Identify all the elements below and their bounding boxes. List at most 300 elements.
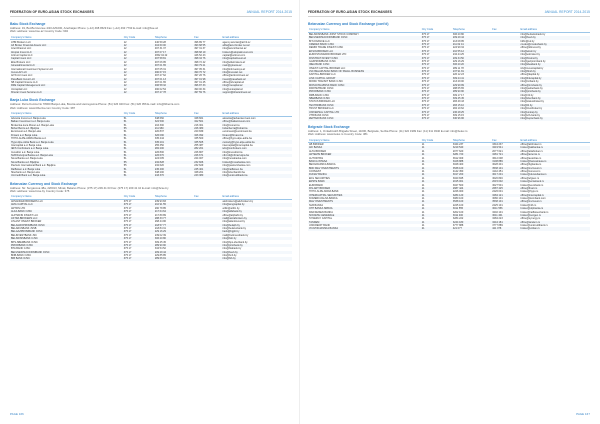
table-cell: main@ginesia.az <box>221 64 292 67</box>
table-cell: Capital Invest LLC <box>10 57 123 60</box>
table-cell: 322 501 <box>193 120 221 123</box>
table-cell: EFG SECURITIES <box>309 176 330 180</box>
table-body <box>10 40 292 95</box>
table-cell: 12 <box>123 74 127 78</box>
table-cell: NLB Razvojna Banka a.d. Banja Luka <box>10 154 123 157</box>
table-cell: 12 <box>123 91 154 94</box>
table-cell: office@tandem.rs <box>519 221 590 224</box>
table-cell: euroinvest@euroinvest.ba <box>222 130 252 134</box>
section-title: Belarusian Currency and Stock Exchange <box>10 181 78 186</box>
table-cell: 490 67 15 <box>154 71 193 74</box>
table-cell: 375 17 <box>421 80 430 84</box>
table-cell: 11 <box>421 176 425 180</box>
table-cell: AB BROKER <box>309 143 324 147</box>
table-cell: ALPHAFIN INVEST LLC <box>11 213 39 217</box>
table-cell: AMG CAPITAL LLC <box>10 203 123 206</box>
table-cell: 12 <box>123 67 127 71</box>
table-cell: 11 <box>421 190 425 194</box>
table-cell: office@artemis.rs <box>519 153 590 156</box>
column-header: Email address <box>221 195 292 199</box>
table-cell: 289 66 91 <box>154 257 193 260</box>
table-cell: 11 <box>421 163 425 167</box>
table-cell: 335 444 <box>154 137 164 141</box>
table-cell: 3027 501 <box>492 183 503 187</box>
table-cell: 211 960 <box>154 127 193 130</box>
table-cell: 220 839 <box>194 130 204 134</box>
table-cell: 239 93 83 <box>154 200 166 204</box>
table-cell: 375 17 <box>123 247 132 251</box>
table-cell: PRIORBANK OJSC <box>10 244 123 247</box>
table-cell: 375 17 <box>421 53 430 57</box>
table-cell: 375 17 <box>123 230 154 233</box>
section-address-line: Address: 1, Omladinskih Brigada Street, 11000, Belgrade, Serbia Phone: (11) 322 1999 Fax: (11) 311 0340 E-mail: info@belex.rs <box>308 128 468 133</box>
table-cell: office@arttroniinvest.az <box>222 74 249 78</box>
table-cell: 375 17 <box>421 36 452 39</box>
table-cell: 217 89 89 <box>154 213 166 217</box>
table-cell: SOCIETE GENERALE <box>308 214 421 217</box>
table-cell: info@zepterbank.by <box>519 117 590 120</box>
table-cell: info@sberbankbl.ba <box>222 170 245 174</box>
table-cell: 55 <box>123 164 127 168</box>
table-cell: info@bveb.by <box>519 36 590 39</box>
table-cell: 232 620 <box>154 164 164 168</box>
table-cell: 3284 121 <box>491 194 519 197</box>
table-cell: broker@aikbanka.rs <box>519 146 590 149</box>
table-cell: info@btabank.by <box>222 247 242 251</box>
table-cell: 348 660 <box>154 116 164 120</box>
column-header: City Code <box>123 195 154 199</box>
table-cell: DUNAV BANKA <box>308 173 421 176</box>
table-cell: BELINVESTBANK JSC <box>11 233 37 237</box>
table-cell: 306 20 80 <box>452 32 464 36</box>
left-sections <box>10 22 292 261</box>
table-cell: 2225 101 <box>492 203 503 207</box>
table-cell: office@mmbank.by <box>519 83 590 86</box>
table-cell: Bobar Berza a.d. Bijeljina <box>10 127 123 130</box>
section-address-line: Web: Address: www.blberza.com Country Code: 387 <box>10 105 76 110</box>
table-cell: 2077 621 <box>492 149 503 153</box>
table-cell: 440 59 28 <box>154 40 166 44</box>
table-row <box>10 174 292 177</box>
table-cell: icb@investcapital.by <box>520 66 544 70</box>
table-cell: ATBI Brokers LLC <box>11 40 31 44</box>
table-cell: info@novabanka.com <box>222 157 247 161</box>
table-cell: info@belswissbank.by <box>520 32 546 36</box>
table-cell: HYPO-ALPE-ADRIA Banka a.d. <box>11 137 47 141</box>
table-cell: 3219 541 <box>491 146 519 149</box>
table-cell: 51 <box>123 154 154 157</box>
table-cell: info@elitebrokers.az <box>222 60 246 64</box>
table-cell: 218 84 31 <box>154 227 166 231</box>
member-table <box>308 28 590 121</box>
table-cell: BPS-SBERBANK OJSC <box>11 240 38 244</box>
table-cell: 496 58 32 <box>154 84 193 87</box>
table-cell: 11 <box>421 183 425 187</box>
exchange-section <box>308 125 590 231</box>
table-cell: office@hypo-alpe-adria.ba <box>222 137 252 141</box>
table-cell: TRUST BROKER LLC <box>309 107 334 111</box>
table-cell: STATUS BROKER LLC <box>309 100 336 104</box>
table-cell: info@priorbank.by <box>221 244 292 247</box>
member-table <box>10 112 292 178</box>
table-cell: 289 90 90 <box>452 90 491 93</box>
table-cell: 375 17 <box>123 227 132 231</box>
table-cell: 375 17 <box>421 83 452 86</box>
table-cell: 220 837 <box>154 130 164 134</box>
table-cell: OTP BANKA SRBIJA <box>308 207 421 210</box>
table-cell: 375 17 <box>123 210 154 213</box>
table-cell: 11 <box>421 203 425 207</box>
table-cell: 348 200 <box>154 170 164 174</box>
table-cell: info@sberbank.by <box>519 97 590 100</box>
table-cell: info@investitor.ba <box>222 150 243 154</box>
table-cell: 497 01 65 <box>154 64 193 67</box>
table-cell: office@mvinvest.rs <box>519 200 590 203</box>
table-cell: 3344 237 <box>492 143 503 147</box>
left-header-title: FEDERATION OF EURO-ASIAN STOCK EXCHANGES <box>10 10 94 14</box>
table-cell: TECHNOBANK OJSC <box>308 104 421 107</box>
table-cell: 446 52 43 <box>194 54 206 58</box>
table-cell: 229 99 99 <box>452 83 491 86</box>
column-header: Company's Name <box>10 112 123 116</box>
table-cell: 11 <box>421 210 425 214</box>
table-cell: 239 02 39 <box>154 233 166 237</box>
table-cell: 3538 100 <box>452 167 491 170</box>
table-cell: broker@socgen.rs <box>519 214 590 217</box>
table-cell: 268 44 96 <box>154 220 166 224</box>
left-page-header <box>10 10 292 17</box>
table-cell: info@belapb.by <box>221 224 292 227</box>
table-cell: 11 <box>421 200 452 203</box>
column-header: Fax <box>491 28 519 32</box>
table-cell: 497 01 98 <box>193 78 221 81</box>
table-cell: invest@pasabank.az <box>221 78 292 81</box>
table-cell: mail@belinvestbank.by <box>222 233 249 237</box>
column-header: Company's Name <box>10 36 123 40</box>
table-cell: broker@unicreditbank.rs <box>520 224 548 228</box>
table-cell: M&V INVESTMENTS <box>308 200 421 203</box>
table-cell: 375 17 <box>123 220 132 224</box>
table-cell: ALTA BROKER <box>309 149 326 153</box>
table-cell: 12 <box>123 71 154 74</box>
table-cell: fimaco@fimaco.ba <box>221 134 292 137</box>
table-cell: 330 96 96 <box>452 117 491 120</box>
table-cell: 375 17 <box>123 237 154 240</box>
table-cell: 326 092 <box>193 134 221 137</box>
table-cell: 3011 556 <box>491 207 519 210</box>
table-cell: 55 <box>123 127 154 130</box>
table-cell: 309 17 17 <box>452 93 464 97</box>
table-cell: 226 12 23 <box>452 73 464 77</box>
column-header: Email address <box>221 112 292 116</box>
table-cell: 3281 721 <box>491 153 519 156</box>
table-cell: 490 79 21 <box>193 64 221 67</box>
table-cell: 2015 002 <box>491 180 519 183</box>
table-cell: 11 <box>421 160 452 163</box>
table-cell: 497 26 76 <box>194 74 206 78</box>
table-cell: Nova Banka a.d. Bijeljina <box>10 161 123 164</box>
right-header-title: FEDERATION OF EURO-ASIAN STOCK EXCHANGES <box>308 10 392 14</box>
table-cell: 490 76 72 <box>193 71 221 74</box>
table-cell: abfa@azer.broker.net.az <box>221 44 292 47</box>
table-cell: 12 <box>123 57 154 60</box>
table-cell: AUTORITAS <box>309 156 324 160</box>
table-cell: ATLANT INVEST BROKER <box>11 220 42 224</box>
table-cell: KOMERCIJALNA BANKA <box>309 197 338 201</box>
table-cell: bobarberza@bobar.ba <box>221 127 292 130</box>
table-cell: broker@nlb.rs <box>520 203 537 207</box>
table-cell: 11 <box>421 194 452 197</box>
table-cell: 3219 540 <box>452 146 491 149</box>
table-cell: Euroinvest a.d. Banja Luka <box>11 130 41 134</box>
table-cell: 288 33 77 <box>154 217 193 220</box>
table-cell: PRIORBANK OJSC <box>308 90 421 93</box>
table-cell: 51 <box>123 143 127 147</box>
table-cell: broker@voban.rs <box>519 227 590 230</box>
table-cell: 497 27 62 <box>154 74 166 78</box>
column-header: Company's Name <box>308 138 421 142</box>
table-cell: brokeri@novabanka.com <box>221 161 292 164</box>
table-cell: 3777 888 <box>452 224 464 228</box>
table-cell: office@bgbanka.rs <box>520 163 542 167</box>
table-cell: 289 90 90 <box>154 244 193 247</box>
table-cell: GAZPROMBANK OJSC <box>309 59 336 63</box>
table-body <box>308 142 590 230</box>
table-cell: 335 505 <box>193 140 221 143</box>
table-cell: KAPITAL-BROKER LLC <box>309 73 336 77</box>
table-cell: 237 91 81 <box>452 70 491 73</box>
table-row <box>10 257 292 260</box>
table-cell: 210 55 12 <box>452 50 491 53</box>
table-cell: 375 17 <box>421 97 452 100</box>
table-cell: 2225 100 <box>452 203 464 207</box>
table-cell: 245 401 <box>193 167 221 170</box>
table-cell: 3011 401 <box>491 214 519 217</box>
table-cell: 375 17 <box>123 233 132 237</box>
table-cell: 12 <box>123 54 127 58</box>
table-cell: 490 00 34 <box>194 87 206 91</box>
table-cell: capital@aztrust.com <box>222 54 246 58</box>
table-cell: NLB BANKA <box>309 203 324 207</box>
table-cell: 497 05 31 <box>154 67 166 71</box>
column-header: Telephone <box>452 138 491 142</box>
table-cell: 3108 888 <box>452 160 491 163</box>
table-cell: Raiffeisen a.d. Banja Luka <box>10 167 123 170</box>
table-cell: 309 24 41 <box>452 77 491 80</box>
table-cell: 3284 222 <box>452 217 464 221</box>
table-cell: Invest-AZ LLC <box>10 71 123 74</box>
table-cell: 497 01 13 <box>154 78 193 81</box>
table-cell: 326 090 <box>154 134 193 137</box>
table-cell: support@khazarinvest.az <box>221 91 292 94</box>
table-cell: INTERCAPITAL SECURITIES <box>308 194 421 197</box>
table-cell: 12 <box>123 51 154 54</box>
table-cell: office@alphafin.by <box>222 213 244 217</box>
table-cell: advbrokers@advbrokers.by <box>222 200 254 204</box>
table-cell: broker@dunavbanka.rs <box>519 173 590 176</box>
table-cell: 210 91 55 <box>154 203 193 206</box>
table-cell: nlb.brd@nlbrazvojna.ba <box>221 154 292 157</box>
table-cell: 255 350 <box>154 143 164 147</box>
table-cell: 51 <box>123 147 154 150</box>
table-cell: office@autoritas.rs <box>520 156 542 160</box>
table-cell: bank@bgpb.by <box>221 230 292 233</box>
table-cell: credex@credexbank.by <box>519 43 590 46</box>
table-cell: 11 <box>421 153 452 156</box>
table-cell: 226 671 <box>193 154 221 157</box>
table-cell: 375 17 <box>123 203 154 206</box>
table-cell: custody@hypo-alpe-adria.ba <box>221 140 292 143</box>
table-cell: info@alfabank.by <box>221 210 292 213</box>
table-cell: info@bveb.by <box>221 251 292 254</box>
table-cell: 51 <box>123 167 154 170</box>
table-cell: 226 800 <box>154 150 164 154</box>
table-cell: 490 02 54 <box>154 87 166 91</box>
table-cell: office@sbcapital.az <box>222 81 245 85</box>
table-cell: agency.azertac@azinf.ov <box>222 40 251 44</box>
table-cell: 3777 889 <box>492 224 503 228</box>
table-cell: Advanta Invest a.d. Banja Luka <box>11 116 46 120</box>
table-cell: info@statusbroker.by <box>520 100 544 104</box>
table-cell: Intercapital a.d. Banja Luka <box>11 143 42 147</box>
table-cell: VOJVODJANSKA BANKA <box>308 227 421 230</box>
table-cell: 375 17 <box>421 100 430 104</box>
table-cell: 375 17 <box>123 224 154 227</box>
column-header: Telephone <box>154 36 193 40</box>
table-cell: ZEPTER BANK CJSC <box>308 117 421 120</box>
table-cell: 229 16 29 <box>154 230 193 233</box>
table-cell: 375 17 <box>421 86 430 90</box>
table-cell: PasaBank Invest LLC <box>10 78 123 81</box>
table-cell: 51 <box>123 116 127 120</box>
table-cell: 11 <box>421 214 452 217</box>
table-cell: 375 17 <box>421 73 430 77</box>
column-header: City Code <box>123 112 154 116</box>
section-title: Banja Luka Stock Exchange <box>10 98 56 103</box>
table-cell: broker@otpbanka.rs <box>519 207 590 210</box>
table-cell: 213 08 95 <box>452 39 464 43</box>
table-cell: 3017 200 <box>452 173 491 176</box>
table-cell: 11 <box>421 146 452 149</box>
table-cell: 11 <box>421 170 425 174</box>
table-cell: 375 17 <box>421 59 430 63</box>
table-body <box>308 32 590 120</box>
table-cell: 2015 001 <box>452 180 491 183</box>
table-cell: 229 85 85 <box>154 254 166 258</box>
table-cell: 11 <box>421 197 425 201</box>
table-cell: 3011 400 <box>452 214 491 217</box>
column-header: Fax <box>193 112 221 116</box>
table-cell: 3244 180 <box>452 221 491 224</box>
table-cell: 497 07 17 <box>154 51 193 54</box>
table-cell: 21 <box>421 227 452 230</box>
table-cell: BELVNESHECONOMBANK OJSC <box>10 251 123 254</box>
table-cell: 243 370 <box>154 174 193 177</box>
column-header: Fax <box>491 138 519 142</box>
table-cell: info@bib.by <box>221 257 292 260</box>
table-cell: AZ Broker Financial Assets LLC <box>10 44 123 47</box>
table-cell: 3612 008 <box>492 156 503 160</box>
table-cell: TANDEM <box>308 221 421 224</box>
table-cell: 375 17 <box>123 240 132 244</box>
table-cell: 218 57 77 <box>154 224 193 227</box>
table-cell: 51 <box>123 157 127 161</box>
left-header-report: ANNUAL REPORT 2014-2015 <box>246 10 292 14</box>
table-cell: 375 17 <box>421 56 452 59</box>
table-cell: bitfin@tut.by <box>520 39 535 43</box>
table-cell: 375 17 <box>421 113 430 117</box>
table-cell: broker@hypo.rs <box>520 190 539 194</box>
table-cell: info@priorbank.by <box>519 90 590 93</box>
table-cell: FINSTRAT INVEST OJSC <box>308 56 421 59</box>
table-cell: 12 <box>123 40 127 44</box>
table-cell: Hypo Alpe-Adria Bank a.d. Banja Luka <box>10 140 123 143</box>
table-cell: info@vtb-bank.by <box>520 113 540 117</box>
table-cell: 3011 555 <box>452 207 491 210</box>
table-cell: info@monet.ba <box>222 123 240 127</box>
table-cell: 497 59 76 <box>193 91 221 94</box>
column-header: City Code <box>421 28 452 32</box>
table-cell: HYPO ALPE ADRIA BANK <box>309 190 339 194</box>
member-table <box>308 138 590 231</box>
table-cell: 375 17 <box>421 50 452 53</box>
table-cell: office@efgsec.rs <box>520 176 540 180</box>
table-cell: broker@erstebank.rs <box>519 180 590 183</box>
table-cell: 232 826 <box>193 161 221 164</box>
table-cell: ASTRA BROKERS LLC <box>10 217 123 220</box>
table-cell: info@eksin.by <box>519 50 590 53</box>
table-cell: 226 807 <box>194 150 204 154</box>
table-cell: 12 <box>123 64 154 67</box>
table-cell: ALFA-BANK OJSC <box>10 210 123 213</box>
table-cell: 2687 425 <box>491 187 519 190</box>
table-cell: office@kapital.by <box>520 73 540 77</box>
table-cell: 493 68 55 <box>193 44 221 47</box>
table-cell: RRE Capital Management LLC <box>10 84 123 87</box>
table-cell: 375 17 <box>421 46 430 50</box>
right-page-header <box>308 10 590 17</box>
table-cell: ArtTroni Invest LLC <box>11 74 33 78</box>
table-cell: 3281 720 <box>452 153 491 156</box>
table-cell: Elite Brokers LLC <box>11 60 31 64</box>
section-address-line: Address: Str. Surganova 48a, 220013, Minsk, Belarus Phone: (375 17) 209 41 03 Fax: (375 17) 209 41 10 E-mail: info@bcse.by <box>10 185 169 190</box>
table-cell: RAIFFEISEN BANKA <box>309 210 333 214</box>
table-cell: broker@raiffeisenbank.rs <box>520 210 549 214</box>
table-cell: 213 29 00 <box>452 80 464 84</box>
right-page-number: PAGE 167 <box>576 412 590 416</box>
table-cell: 229 16 29 <box>452 59 464 63</box>
table-cell: BELSWISSBANK CJSC <box>10 237 123 240</box>
table-cell <box>193 257 221 260</box>
exchange-section <box>10 182 292 261</box>
right-page <box>300 0 600 424</box>
table-cell: 497 05 31 <box>194 67 206 71</box>
table-cell: 12 <box>123 44 154 47</box>
right-header-report: ANNUAL REPORT 2014-2015 <box>544 10 590 14</box>
table-cell: info@azerichannel.az <box>222 47 247 51</box>
table-cell: 289 11 78 <box>452 66 464 70</box>
table-cell: SB Capital Finance LLC <box>11 81 38 85</box>
table-cell: 224 99 34 <box>452 46 464 50</box>
table-cell: 217 64 64 <box>154 210 193 213</box>
table-cell: 375 17 <box>123 213 132 217</box>
table-cell: 375 17 <box>123 251 154 254</box>
table-cell: 51 <box>123 134 154 137</box>
table-cell: ARTEMIS BROKER <box>308 153 421 156</box>
table-cell: info@capitalinvest.az <box>221 57 292 60</box>
table-cell: office@convest.rs <box>520 170 541 174</box>
table-cell: 226 380 <box>193 127 221 130</box>
